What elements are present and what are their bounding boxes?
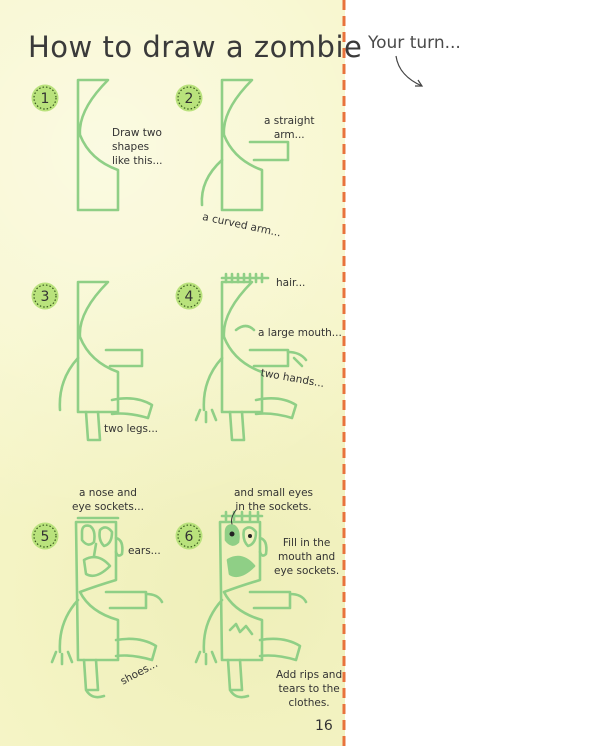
drawing-area[interactable]	[345, 0, 600, 746]
step-4-label-hands: two hands...	[259, 366, 326, 390]
your-turn-label: Your turn...	[368, 33, 461, 53]
step-4-label-hair: hair...	[276, 277, 306, 289]
step-5-label-nose: a nose and eye sockets...	[72, 487, 144, 513]
step-5-label-ears: ears...	[128, 545, 161, 557]
step-6-label-eyes: and small eyes in the sockets.	[234, 487, 314, 513]
step-1-label: Draw two shapes like this...	[112, 127, 163, 167]
step-2-label-curved: a curved arm...	[201, 210, 283, 240]
zombie-step-2	[202, 80, 288, 210]
zombie-step-3	[60, 282, 152, 440]
step-number: 6	[184, 529, 194, 545]
step-4-label-mouth: a large mouth...	[258, 327, 342, 339]
step-5-label-shoes: shoes...	[118, 657, 160, 688]
step-6-label-fill: Fill in the mouth and eye sockets.	[274, 537, 340, 577]
step-6-label-rips: Add rips and tears to the clothes.	[276, 669, 343, 709]
step-number: 1	[40, 91, 50, 107]
step-3-label: two legs...	[104, 423, 158, 435]
step-number: 2	[184, 91, 194, 107]
zombie-step-4	[196, 274, 306, 440]
arrow-icon	[380, 52, 430, 92]
step-number: 3	[40, 289, 50, 305]
step-number: 4	[184, 289, 194, 305]
page-title: How to draw a zombie	[28, 30, 363, 64]
page-number: 16	[315, 718, 333, 734]
step-number: 5	[40, 529, 50, 545]
step-2-label-arm: a straight arm...	[264, 115, 315, 141]
